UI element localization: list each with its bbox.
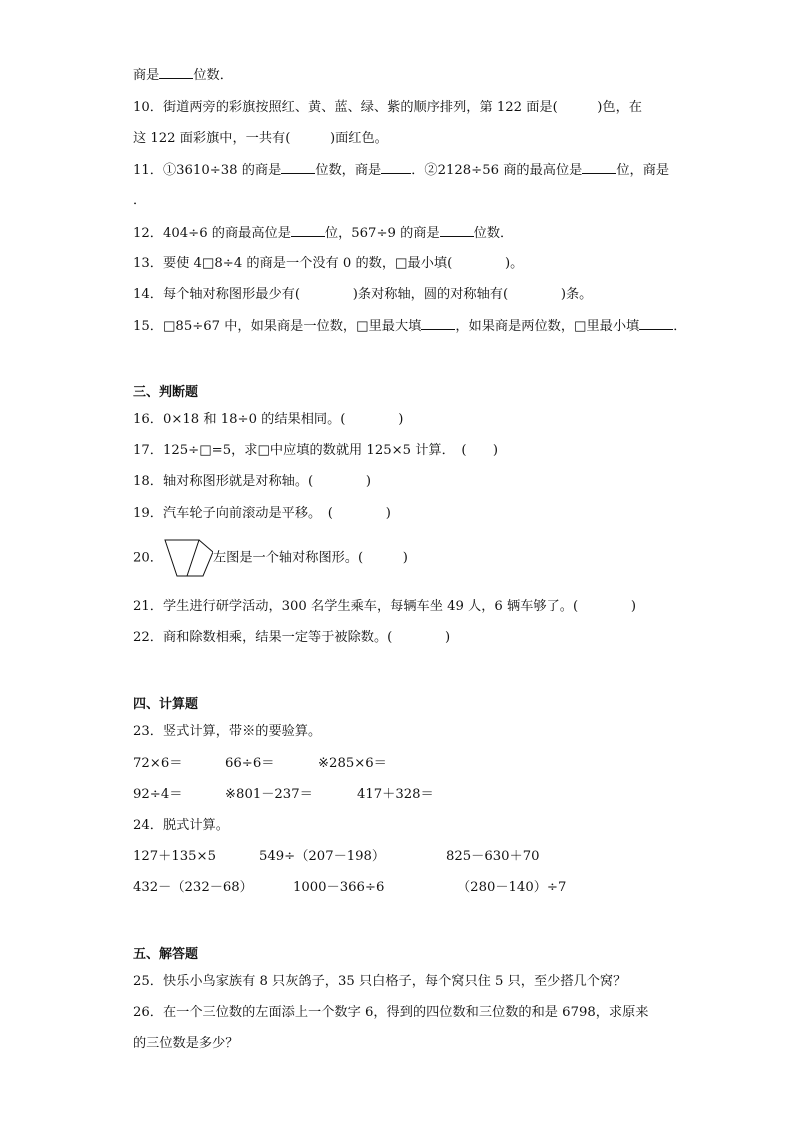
q9-tail bbox=[133, 66, 233, 85]
q15-text-a: 15．□85÷67 中，如果商是一位数，□里最大填 bbox=[133, 319, 422, 334]
answer-blank[interactable] bbox=[582, 161, 616, 174]
calc-item: 549÷（207－198） bbox=[259, 849, 386, 864]
q20-number: 20． bbox=[133, 550, 163, 566]
calc-item: ※285×6＝ bbox=[318, 756, 387, 771]
section-title-word-problems: 五、解答题 bbox=[133, 947, 199, 962]
section-title-judgement: 三、判断题 bbox=[133, 385, 199, 400]
q12-text-b: 位，567÷9 的商是 bbox=[324, 226, 440, 241]
q11-text-a: 11．①3610÷38 的商是 bbox=[133, 163, 282, 178]
q23-row2 bbox=[0, 786, 794, 804]
q26-line2: 的三位数是多少？ bbox=[133, 1036, 239, 1051]
calc-item: 432－（232－68） bbox=[133, 880, 253, 895]
answer-blank[interactable] bbox=[639, 317, 673, 330]
q11-tail: ． bbox=[133, 193, 147, 208]
q15-text-c: ． bbox=[673, 319, 687, 334]
q11-text-b: 位数，商是 bbox=[315, 163, 382, 178]
q18: 18．轴对称图形就是对称轴。( ) bbox=[133, 474, 372, 489]
calc-item: 1000－366÷6 bbox=[293, 880, 385, 895]
q22: 22．商和除数相乘，结果一定等于被除数。( ) bbox=[133, 630, 451, 645]
q9-text-b: 位数． bbox=[193, 68, 233, 83]
answer-blank[interactable] bbox=[291, 224, 325, 237]
answer-blank[interactable] bbox=[281, 161, 315, 174]
answer-blank[interactable] bbox=[381, 161, 411, 174]
calc-item: （280－140）÷7 bbox=[457, 880, 567, 895]
q19: 19．汽车轮子向前滚动是平移。 ( ) bbox=[133, 506, 391, 521]
trapezoid-figure-icon bbox=[163, 538, 213, 578]
section-title-calculation: 四、计算题 bbox=[133, 697, 199, 712]
calc-item: 92÷4＝ bbox=[133, 787, 183, 802]
q15 bbox=[133, 317, 686, 336]
q20 bbox=[133, 538, 408, 579]
q24-title: 24．脱式计算。 bbox=[133, 818, 229, 833]
answer-blank[interactable] bbox=[159, 66, 193, 79]
q14: 14．每个轴对称图形最少有( )条对称轴，圆的对称轴有( )条。 bbox=[133, 287, 593, 302]
q12-text-a: 12．404÷6 的商最高位是 bbox=[133, 226, 291, 241]
q24-row2 bbox=[0, 879, 794, 897]
calc-item: 825－630＋70 bbox=[446, 849, 540, 864]
q11 bbox=[133, 161, 669, 180]
q25: 25．快乐小鸟家族有 8 只灰鸽子，35 只白格子，每个窝只住 5 只，至少搭几个窝？ bbox=[133, 974, 627, 989]
q11-text-d: 位，商是 bbox=[616, 163, 670, 178]
q10-line2: 这 122 面彩旗中，一共有( )面红色。 bbox=[133, 131, 388, 146]
q24-row1 bbox=[0, 848, 794, 866]
q10-line1: 10．街道两旁的彩旗按照红、黄、蓝、绿、紫的顺序排列，第 122 面是( )色，在 bbox=[133, 100, 642, 115]
answer-blank[interactable] bbox=[421, 317, 455, 330]
calc-item: 417＋328＝ bbox=[357, 787, 434, 802]
calc-item: 66÷6＝ bbox=[225, 756, 275, 771]
q17: 17．125÷□=5，求□中应填的数就用 125×5 计算． ( ) bbox=[133, 443, 499, 458]
calc-item: 72×6＝ bbox=[133, 756, 183, 771]
q12-text-c: 位数． bbox=[473, 226, 514, 241]
q9-text-a: 商是 bbox=[133, 68, 160, 83]
q11-text-c: ．②2128÷56 商的最高位是 bbox=[411, 163, 583, 178]
q16: 16．0×18 和 18÷0 的结果相同。( ) bbox=[133, 412, 404, 427]
q13: 13．要使 4□8÷4 的商是一个没有 0 的数，□最小填( )。 bbox=[133, 256, 524, 271]
q12 bbox=[133, 224, 513, 243]
q20-text: 左图是一个轴对称图形。( ) bbox=[212, 550, 408, 566]
answer-blank[interactable] bbox=[440, 224, 474, 237]
calc-item: 127＋135×5 bbox=[133, 849, 216, 864]
q23-row1 bbox=[0, 755, 794, 773]
q21: 21．学生进行研学活动，300 名学生乘车，每辆车坐 49 人，6 辆车够了。( ) bbox=[133, 599, 636, 614]
calc-item: ※801－237＝ bbox=[225, 787, 313, 802]
q26-line1: 26．在一个三位数的左面添上一个数字 6，得到的四位数和三位数的和是 6798，求原来 bbox=[133, 1005, 649, 1020]
q15-text-b: ，如果商是两位数，□里最小填 bbox=[455, 319, 640, 334]
q23-title: 23．竖式计算，带※的要验算。 bbox=[133, 724, 322, 739]
